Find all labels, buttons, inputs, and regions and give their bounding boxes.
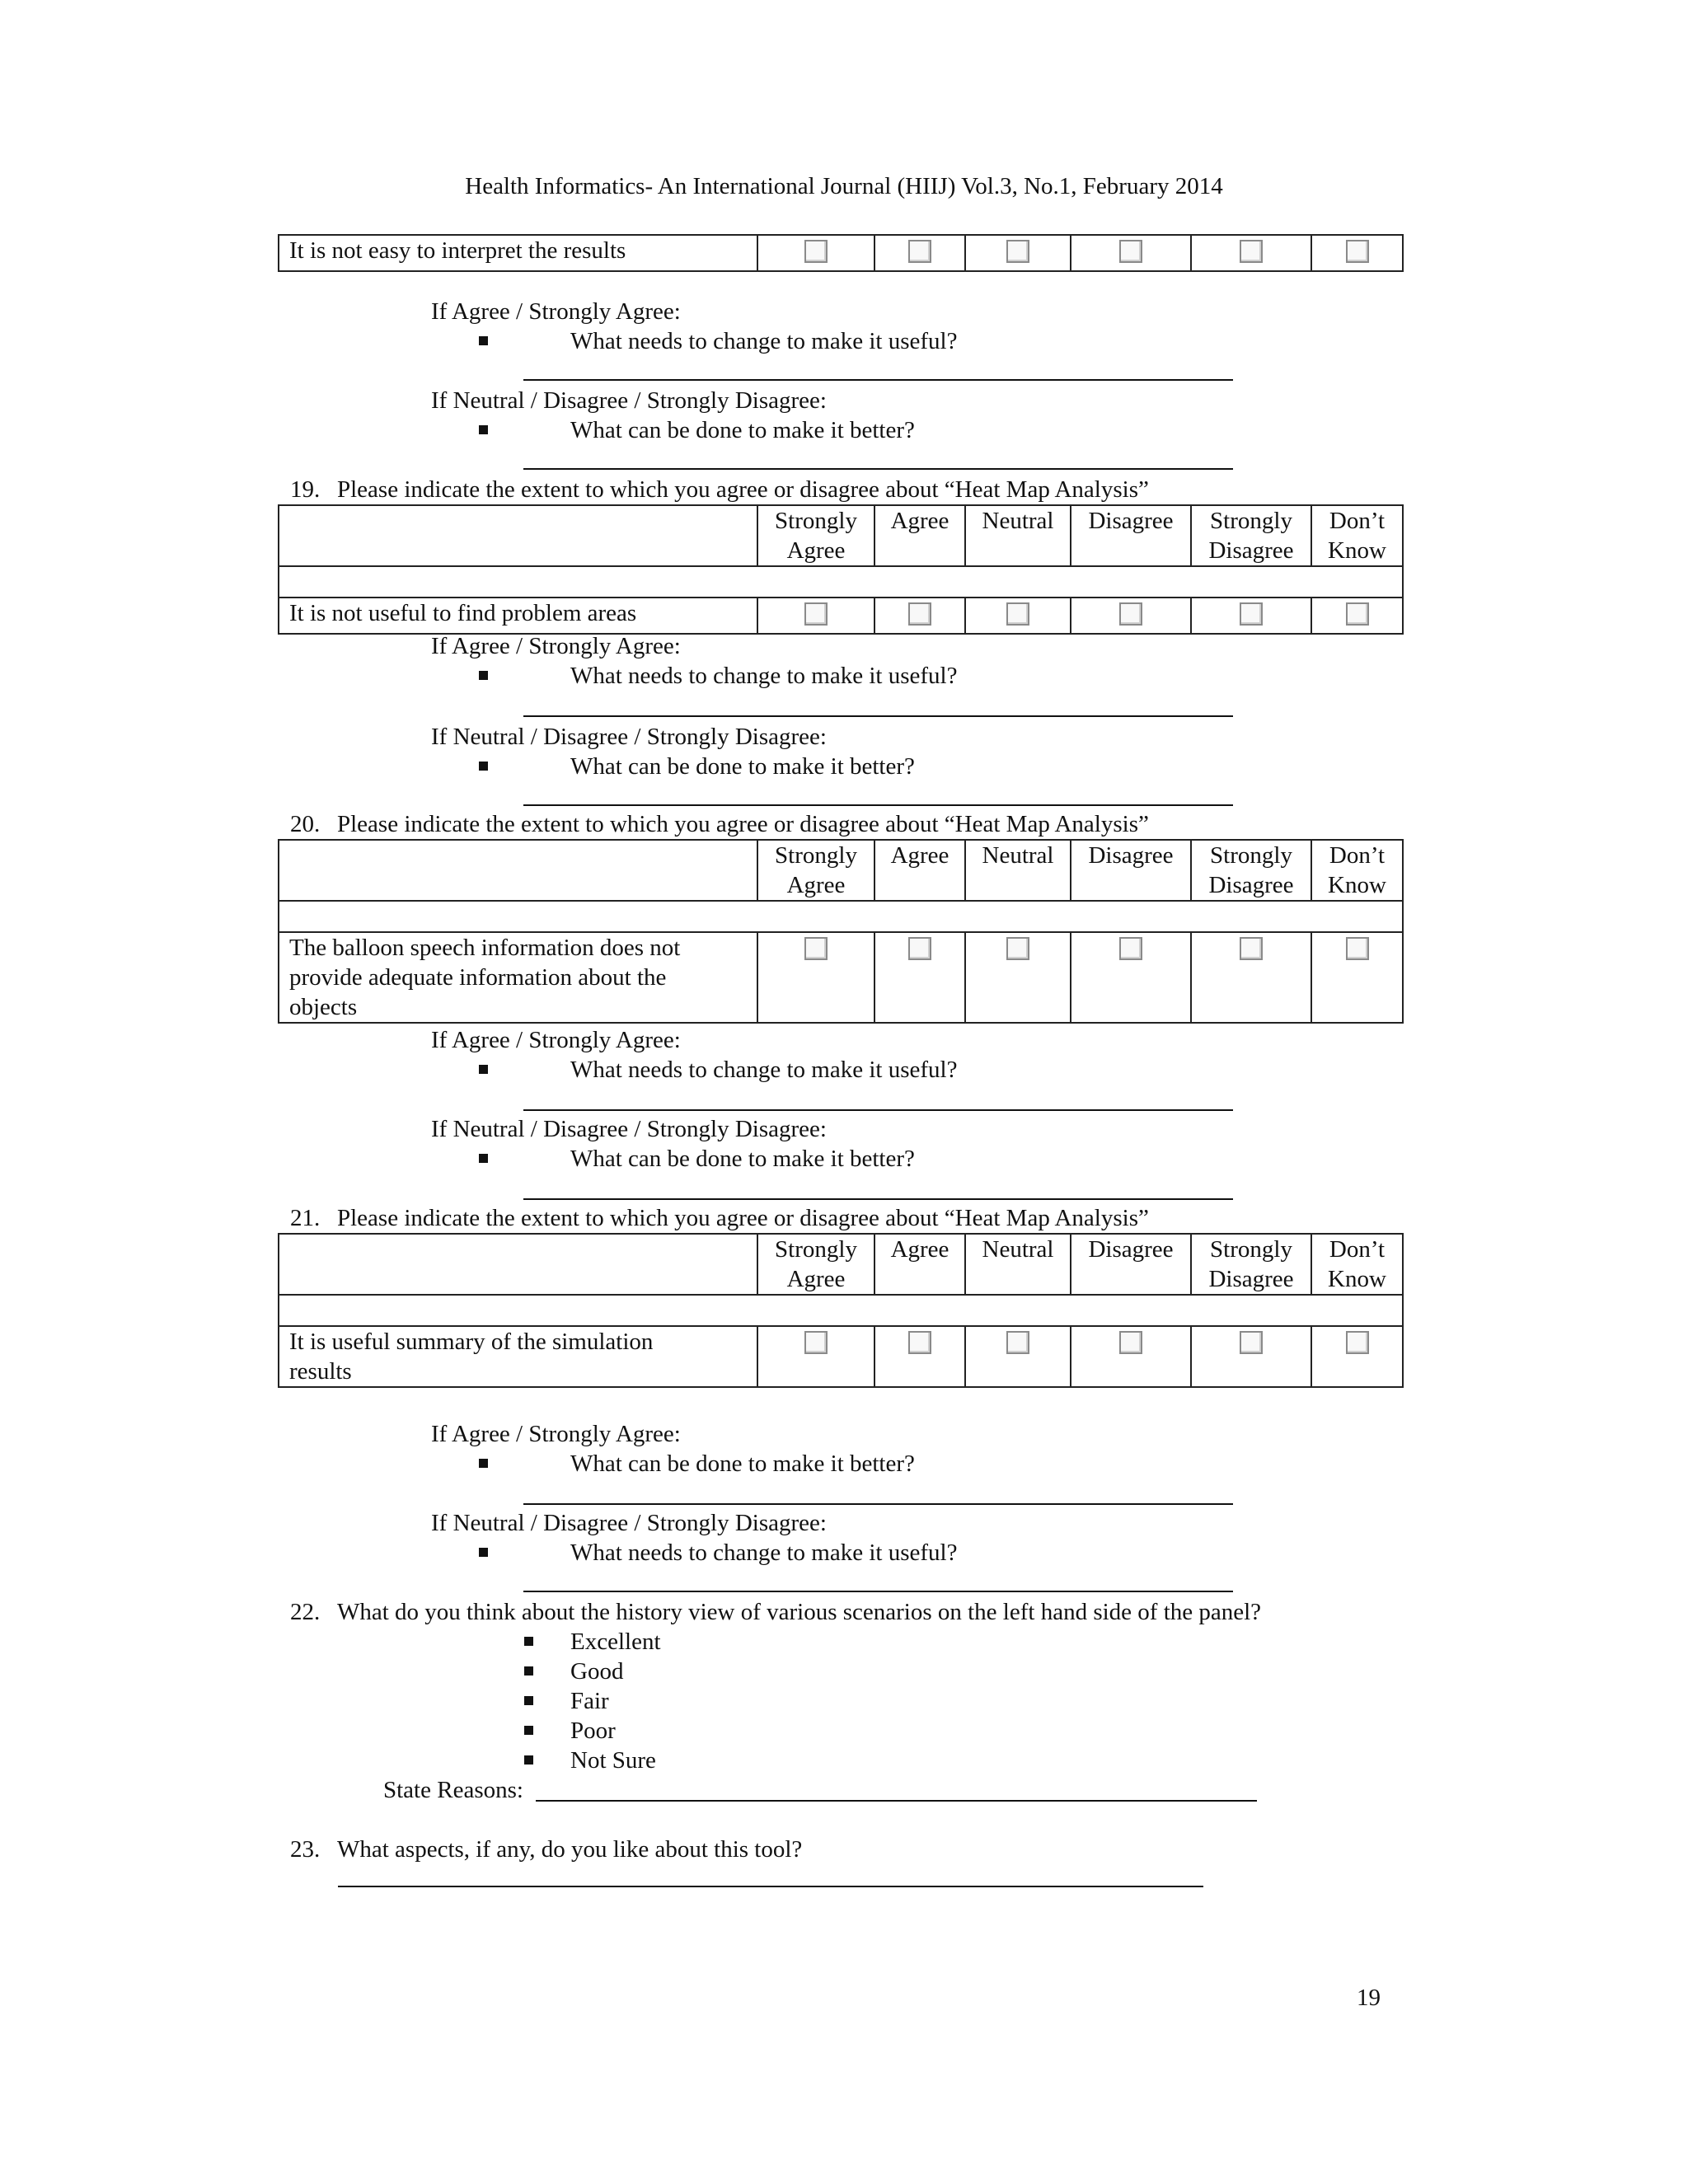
option-not-sure[interactable]: Not Sure — [570, 1747, 656, 1774]
column-header: Don’t — [1329, 508, 1386, 534]
column-header: Strongly — [1210, 842, 1292, 869]
table-row — [279, 235, 1403, 271]
bullet-icon — [479, 1548, 488, 1557]
question-text: Please indicate the extent to which you agree or disagree about “Heat Map Analysis” — [337, 1205, 1149, 1231]
checkbox-strongly-disagree[interactable] — [1240, 1331, 1263, 1354]
column-header: Strongly — [775, 842, 857, 869]
checkbox-strongly-agree[interactable] — [804, 602, 828, 626]
statement-line: It is useful summary of the simulation — [289, 1329, 654, 1355]
bullet-icon — [479, 671, 488, 680]
if-agree-label: If Agree / Strongly Agree: — [431, 1027, 681, 1053]
bullet-icon — [479, 1459, 488, 1468]
column-header: Strongly — [1210, 508, 1292, 534]
checkbox-neutral[interactable] — [1006, 602, 1029, 626]
checkbox-strongly-agree[interactable] — [804, 1331, 828, 1354]
statement-cell — [279, 932, 757, 1023]
checkbox-disagree[interactable] — [1119, 937, 1142, 960]
bullet-icon — [524, 1666, 533, 1675]
question-number: 23. — [290, 1836, 321, 1863]
bullet-icon — [479, 1065, 488, 1074]
if-neutral-label: If Neutral / Disagree / Strongly Disagree: — [431, 724, 827, 750]
option-fair[interactable]: Fair — [570, 1688, 609, 1714]
option-poor[interactable]: Poor — [570, 1718, 616, 1744]
rating-table-top — [278, 234, 1404, 272]
question-number: 22. — [290, 1599, 321, 1625]
bullet-icon — [479, 1154, 488, 1163]
spacer-row — [279, 1295, 1403, 1326]
checkbox-neutral[interactable] — [1006, 937, 1029, 960]
checkbox-strongly-disagree[interactable] — [1240, 602, 1263, 626]
question-text: What do you think about the history view of various scenarios on the left hand side of the panel? — [337, 1599, 1262, 1625]
checkbox-strongly-agree[interactable] — [804, 937, 828, 960]
answer-line[interactable] — [523, 1109, 1233, 1111]
table-header-row — [279, 505, 1403, 566]
column-header: Neutral — [982, 508, 1054, 534]
option-excellent[interactable]: Excellent — [570, 1629, 661, 1655]
followup-question: What can be done to make it better? — [570, 753, 915, 780]
statement-line: results — [289, 1358, 352, 1385]
if-agree-label: If Agree / Strongly Agree: — [431, 1421, 681, 1447]
answer-line[interactable] — [523, 468, 1233, 470]
column-header: Know — [1328, 537, 1386, 564]
answer-line[interactable] — [523, 1503, 1233, 1505]
checkbox-disagree[interactable] — [1119, 602, 1142, 626]
reasons-answer-line[interactable] — [536, 1800, 1257, 1802]
table-header-row — [279, 840, 1403, 901]
answer-line[interactable] — [523, 804, 1233, 806]
column-header: Disagree — [1088, 842, 1174, 869]
column-header: Agree — [890, 508, 950, 534]
rating-table-q20 — [278, 839, 1404, 1024]
if-agree-label: If Agree / Strongly Agree: — [431, 298, 681, 325]
bullet-icon — [479, 425, 488, 434]
column-header: Agree — [786, 1266, 846, 1292]
if-neutral-label: If Neutral / Disagree / Strongly Disagree: — [431, 387, 827, 414]
table-row — [279, 1326, 1403, 1387]
statement-cell: It is not useful to find problem areas — [279, 598, 757, 634]
checkbox-agree[interactable] — [908, 240, 931, 263]
question-text: Please indicate the extent to which you agree or disagree about “Heat Map Analysis” — [337, 476, 1149, 503]
statement-line: provide adequate information about the — [289, 964, 667, 991]
state-reasons-label: State Reasons: — [383, 1777, 523, 1803]
followup-question: What needs to change to make it useful? — [570, 1540, 958, 1566]
column-header: Don’t — [1329, 842, 1386, 869]
column-header: Strongly — [1210, 1236, 1292, 1263]
question-number: 20. — [290, 811, 321, 837]
checkbox-dont-know[interactable] — [1346, 937, 1369, 960]
column-header: Don’t — [1329, 1236, 1386, 1263]
column-header: Know — [1328, 872, 1386, 898]
column-header: Agree — [890, 1236, 950, 1263]
table-header-row — [279, 1234, 1403, 1295]
bullet-icon — [479, 762, 488, 771]
column-header: Strongly — [775, 508, 857, 534]
spacer-row — [279, 901, 1403, 932]
checkbox-agree[interactable] — [908, 937, 931, 960]
question-text: Please indicate the extent to which you agree or disagree about “Heat Map Analysis” — [337, 811, 1149, 837]
table-row — [279, 598, 1403, 634]
answer-line[interactable] — [523, 1591, 1233, 1592]
column-header: Strongly — [775, 1236, 857, 1263]
bullet-icon — [524, 1726, 533, 1735]
journal-header: Health Informatics- An International Journal (HIIJ) Vol.3, No.1, February 2014 — [465, 173, 1223, 199]
if-neutral-label: If Neutral / Disagree / Strongly Disagree: — [431, 1116, 827, 1142]
statement-cell: It is not easy to interpret the results — [279, 235, 757, 271]
column-header: Disagree — [1208, 537, 1294, 564]
checkbox-dont-know[interactable] — [1346, 240, 1369, 263]
checkbox-agree[interactable] — [908, 1331, 931, 1354]
column-header: Disagree — [1208, 872, 1294, 898]
followup-question: What needs to change to make it useful? — [570, 328, 958, 354]
followup-question: What needs to change to make it useful? — [570, 663, 958, 689]
column-header: Agree — [890, 842, 950, 869]
spacer-row — [279, 566, 1403, 598]
question-number: 19. — [290, 476, 321, 503]
bullet-icon — [524, 1696, 533, 1705]
followup-question: What needs to change to make it useful? — [570, 1057, 958, 1083]
bullet-icon — [479, 336, 488, 345]
option-good[interactable]: Good — [570, 1658, 624, 1685]
column-header: Agree — [786, 537, 846, 564]
checkbox-dont-know[interactable] — [1346, 1331, 1369, 1354]
answer-line[interactable] — [523, 1198, 1233, 1200]
if-agree-label: If Agree / Strongly Agree: — [431, 633, 681, 659]
rating-table-q21 — [278, 1233, 1404, 1388]
answer-line[interactable] — [523, 715, 1233, 717]
column-header: Disagree — [1088, 1236, 1174, 1263]
checkbox-strongly-agree[interactable] — [804, 240, 828, 263]
column-header: Neutral — [982, 842, 1054, 869]
column-header: Neutral — [982, 1236, 1054, 1263]
question-number: 21. — [290, 1205, 321, 1231]
followup-question: What can be done to make it better? — [570, 1146, 915, 1172]
rating-table-q19 — [278, 504, 1404, 635]
checkbox-dont-know[interactable] — [1346, 602, 1369, 626]
column-header: Agree — [786, 872, 846, 898]
bullet-icon — [524, 1637, 533, 1646]
if-neutral-label: If Neutral / Disagree / Strongly Disagree: — [431, 1510, 827, 1536]
table-row — [279, 932, 1403, 1023]
checkbox-agree[interactable] — [908, 602, 931, 626]
statement-cell — [279, 1326, 757, 1387]
followup-question: What can be done to make it better? — [570, 1451, 915, 1477]
statement-line: The balloon speech information does not — [289, 935, 681, 961]
checkbox-neutral[interactable] — [1006, 240, 1029, 263]
checkbox-strongly-disagree[interactable] — [1240, 240, 1263, 263]
answer-line[interactable] — [523, 379, 1233, 381]
column-header: Know — [1328, 1266, 1386, 1292]
checkbox-disagree[interactable] — [1119, 240, 1142, 263]
statement-line: objects — [289, 994, 358, 1020]
answer-line[interactable] — [338, 1886, 1203, 1887]
checkbox-strongly-disagree[interactable] — [1240, 937, 1263, 960]
column-header: Disagree — [1208, 1266, 1294, 1292]
bullet-icon — [524, 1755, 533, 1765]
checkbox-disagree[interactable] — [1119, 1331, 1142, 1354]
checkbox-neutral[interactable] — [1006, 1331, 1029, 1354]
followup-question: What can be done to make it better? — [570, 417, 915, 443]
page-number: 19 — [1357, 1985, 1381, 2011]
question-text: What aspects, if any, do you like about this tool? — [337, 1836, 803, 1863]
column-header: Disagree — [1088, 508, 1174, 534]
